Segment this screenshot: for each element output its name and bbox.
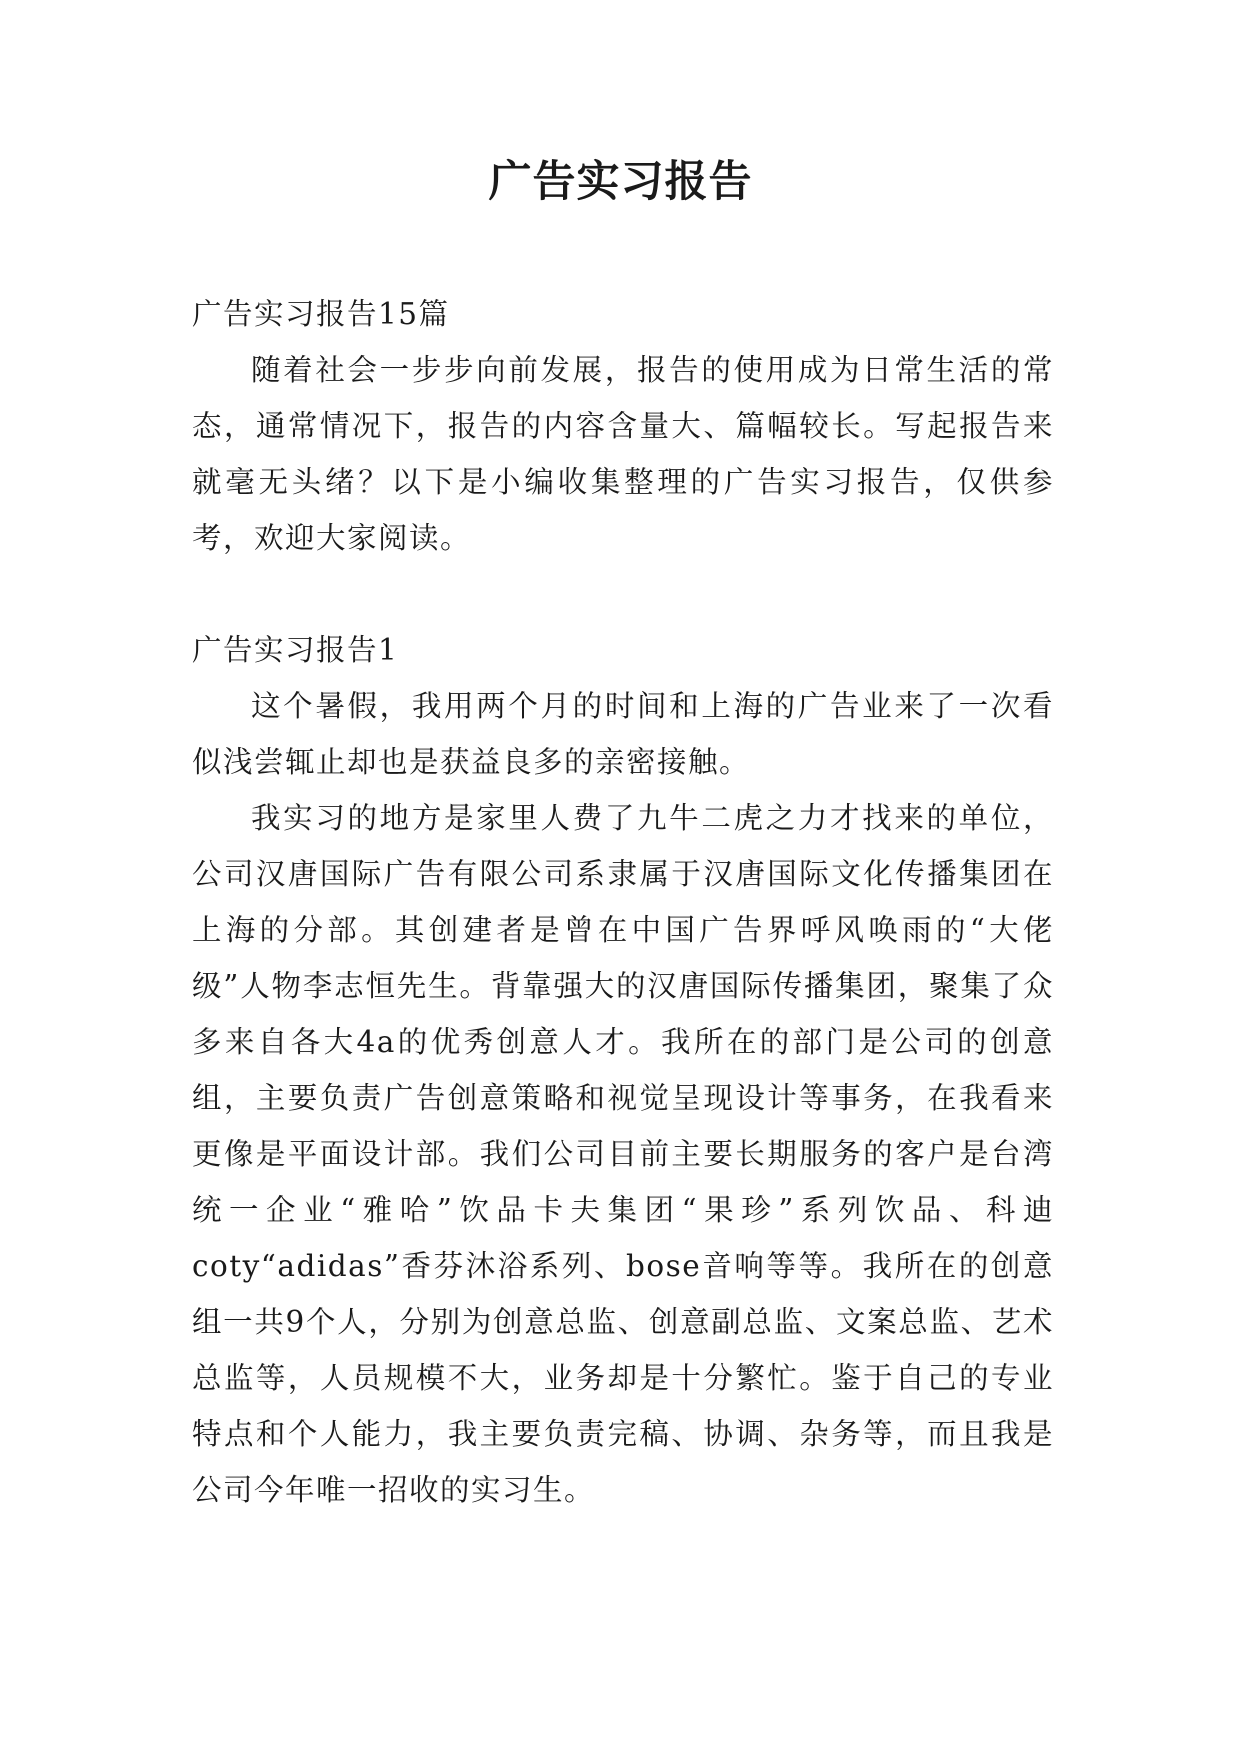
section-paragraph-1: 这个暑假，我用两个月的时间和上海的广告业来了一次看似浅尝辄止却也是获益良多的亲密接触。	[192, 689, 1054, 779]
document-body	[192, 286, 1054, 1518]
document-subtitle: 广告实习报告15篇	[192, 297, 450, 331]
section-heading: 广告实习报告1	[192, 633, 399, 667]
section-spacer	[192, 566, 1054, 622]
intro-paragraph: 随着社会一步步向前发展，报告的使用成为日常生活的常态，通常情况下，报告的内容含量大、篇幅较长。写起报告来就毫无头绪？以下是小编收集整理的广告实习报告，仅供参考，欢迎大家阅读。	[192, 353, 1054, 555]
document-title: 广告实习报告	[488, 157, 753, 207]
section-paragraph-2: 我实习的地方是家里人费了九牛二虎之力才找来的单位，公司汉唐国际广告有限公司系隶属于汉唐国际文化传播集团在上海的分部。其创建者是曾在中国广告界呼风唤雨的“大佬级”人物李志恒先生。背靠强大的汉唐国际传播集团，聚集了众多来自各大4a的优秀创意人才。我所在的部门是公司的创意组，主要负责广告创意策略和视觉呈现设计等事务，在我看来更像是平面设计部。我们公司目前主要长期服务的客户是台湾统一企业“雅哈”饮品卡夫集团“果珍”系列饮品、科迪coty“adidas”香芬沐浴系列、bose音响等等。我所在的创意组一共9个人，分别为创意总监、创意副总监、文案总监、艺术总监等，人员规模不大，业务却是十分繁忙。鉴于自己的专业特点和个人能力，我主要负责完稿、协调、杂务等，而且我是公司今年唯一招收的实习生。	[192, 801, 1054, 1507]
